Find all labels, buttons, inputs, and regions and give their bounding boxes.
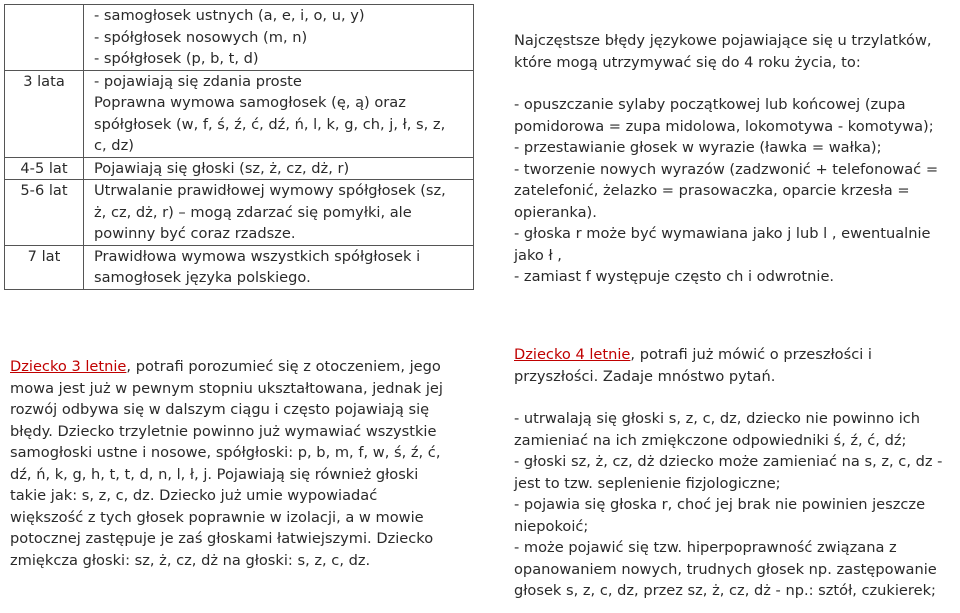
description-cell bbox=[84, 70, 474, 157]
four-year-item-line: niepokoić; bbox=[514, 517, 589, 535]
paragraph-line: potocznej zastępuje je zaś głoskami łatwiejszymi. Dziecko bbox=[10, 530, 434, 547]
first-line-text: , potrafi już mówić o przeszłości i bbox=[630, 346, 872, 363]
table-row bbox=[5, 70, 474, 157]
paragraph-line: dź, ń, k, g, h, t, t, d, n, l, ł, j. Pojawiają się również głoski bbox=[10, 465, 419, 483]
table-row bbox=[5, 180, 474, 246]
description-line: Prawidłowa wymowa wszystkich spółgłosek i bbox=[94, 247, 421, 265]
paragraph-line: przyszłości. Zadaje mnóstwo pytań. bbox=[514, 367, 776, 385]
error-item-line: opieranka). bbox=[514, 203, 597, 221]
description-line: c, dz) bbox=[94, 137, 134, 154]
error-item-line: jako ł , bbox=[514, 246, 562, 264]
description-line: powinny być coraz rzadsze. bbox=[94, 225, 296, 242]
four-year-item-line: - może pojawić się tzw. hiperpoprawność związana z bbox=[514, 539, 897, 556]
description-cell bbox=[84, 245, 474, 289]
first-line-text: , potrafi porozumieć się z otoczeniem, jego bbox=[126, 358, 441, 375]
description-line: Pojawiają się głoski (sz, ż, cz, dż, r) bbox=[94, 159, 350, 177]
four-year-item-line: - pojawia się głoska r, choć jej brak nie powinien jeszcze bbox=[514, 496, 926, 513]
description-cell bbox=[84, 180, 474, 246]
common-errors-block bbox=[514, 30, 938, 288]
description-line: samogłosek języka polskiego. bbox=[94, 269, 311, 286]
errors-intro-line: które mogą utrzymywać się do 4 roku życia, to: bbox=[514, 53, 861, 71]
error-item-line: - głoska r może być wymawiana jako j lub l , ewentualnie bbox=[514, 225, 931, 242]
three-year-old-link[interactable]: Dziecko 3 letnie bbox=[10, 358, 127, 375]
description-line: Utrwalanie prawidłowej wymowy spółgłosek (sz, bbox=[94, 182, 446, 199]
paragraph-line: takie jak: s, z, c, dz. Dziecko już umie wypowiadać bbox=[10, 487, 378, 504]
paragraph-line: rozwój odbywa się w dalszym ciągu i często pojawiają się bbox=[10, 401, 430, 418]
four-year-old-link[interactable]: Dziecko 4 letnie bbox=[514, 346, 631, 363]
age-cell bbox=[5, 5, 84, 71]
description-line: - samogłosek ustnych (a, e, i, o, u, y) bbox=[94, 7, 365, 24]
description-line: - spółgłosek (p, b, t, d) bbox=[94, 50, 259, 67]
description-cell bbox=[84, 5, 474, 71]
error-item-line: - tworzenie nowych wyrazów (zadzwonić + telefonować = bbox=[514, 160, 939, 178]
paragraph-line: samogłoski ustne i nosowe, spółgłoski: p, b, m, f, w, ś, ź, ć, bbox=[10, 444, 441, 461]
error-item-line: zatelefonić, żelazko = prasowaczka, oparcie krzesła = bbox=[514, 182, 910, 199]
age-cell: 3 lata bbox=[5, 70, 84, 157]
paragraph-line: błędy. Dziecko trzyletnie powinno już wymawiać wszystkie bbox=[10, 422, 437, 440]
speech-development-table bbox=[4, 4, 474, 290]
error-item-line: - opuszczanie sylaby początkowej lub końcowej (zupa bbox=[514, 96, 906, 113]
error-item-line: - przestawianie głosek w wyrazie (ławka = wałka); bbox=[514, 139, 882, 156]
errors-intro-line: Najczęstsze błędy językowe pojawiające się u trzylatków, bbox=[514, 32, 932, 49]
description-line: spółgłosek (w, f, ś, ź, ć, dź, ń, l, k, g, ch, j, ł, s, z, bbox=[94, 115, 446, 133]
table-row bbox=[5, 157, 474, 180]
description-line: ż, cz, dż, r) – mogą zdarzać się pomyłki, ale bbox=[94, 203, 412, 221]
error-item-line: pomidorowa = zupa midolowa, lokomotywa - komotywa); bbox=[514, 117, 934, 135]
table-row bbox=[5, 245, 474, 289]
four-year-item-line: jest to tzw. seplenienie fizjologiczne; bbox=[514, 474, 781, 492]
four-year-old-paragraph bbox=[514, 344, 942, 602]
description-cell bbox=[84, 157, 474, 180]
four-year-item-line: opanowaniem nowych, trudnych głosek np. zastępowanie bbox=[514, 560, 937, 578]
table-row bbox=[5, 5, 474, 71]
paragraph-line: zmiękcza głoski: sz, ż, cz, dż na głoski: s, z, c, dz. bbox=[10, 551, 371, 569]
paragraph-line: mowa jest już w pewnym stopniu ukształtowana, jednak jej bbox=[10, 379, 443, 397]
four-year-item-line: - utrwalają się głoski s, z, c, dz, dziecko nie powinno ich bbox=[514, 410, 921, 427]
four-year-item-line: zamieniać na ich zmiękczone odpowiedniki ś, ź, ć, dź; bbox=[514, 431, 907, 449]
three-year-old-paragraph bbox=[10, 356, 443, 571]
four-year-item-line: - głoski sz, ż, cz, dż dziecko może zamieniać na s, z, c, dz - bbox=[514, 453, 943, 470]
description-line: Poprawna wymowa samogłosek (ę, ą) oraz bbox=[94, 94, 406, 111]
error-item-line: - zamiast f występuje często ch i odwrotnie. bbox=[514, 268, 835, 285]
age-cell: 4-5 lat bbox=[5, 157, 84, 180]
description-line: - spółgłosek nosowych (m, n) bbox=[94, 28, 308, 46]
paragraph-line: większość z tych głosek poprawnie w izolacji, a w mowie bbox=[10, 508, 424, 526]
description-line: - pojawiają się zdania proste bbox=[94, 72, 302, 90]
paragraph-first-line bbox=[10, 356, 443, 378]
paragraph-first-line bbox=[514, 344, 942, 366]
age-cell: 7 lat bbox=[5, 245, 84, 289]
age-cell: 5-6 lat bbox=[5, 180, 84, 246]
four-year-item-line: głosek s, z, c, dz, przez sz, ż, cz, dż - np.: sztół, czukierek; bbox=[514, 582, 936, 599]
